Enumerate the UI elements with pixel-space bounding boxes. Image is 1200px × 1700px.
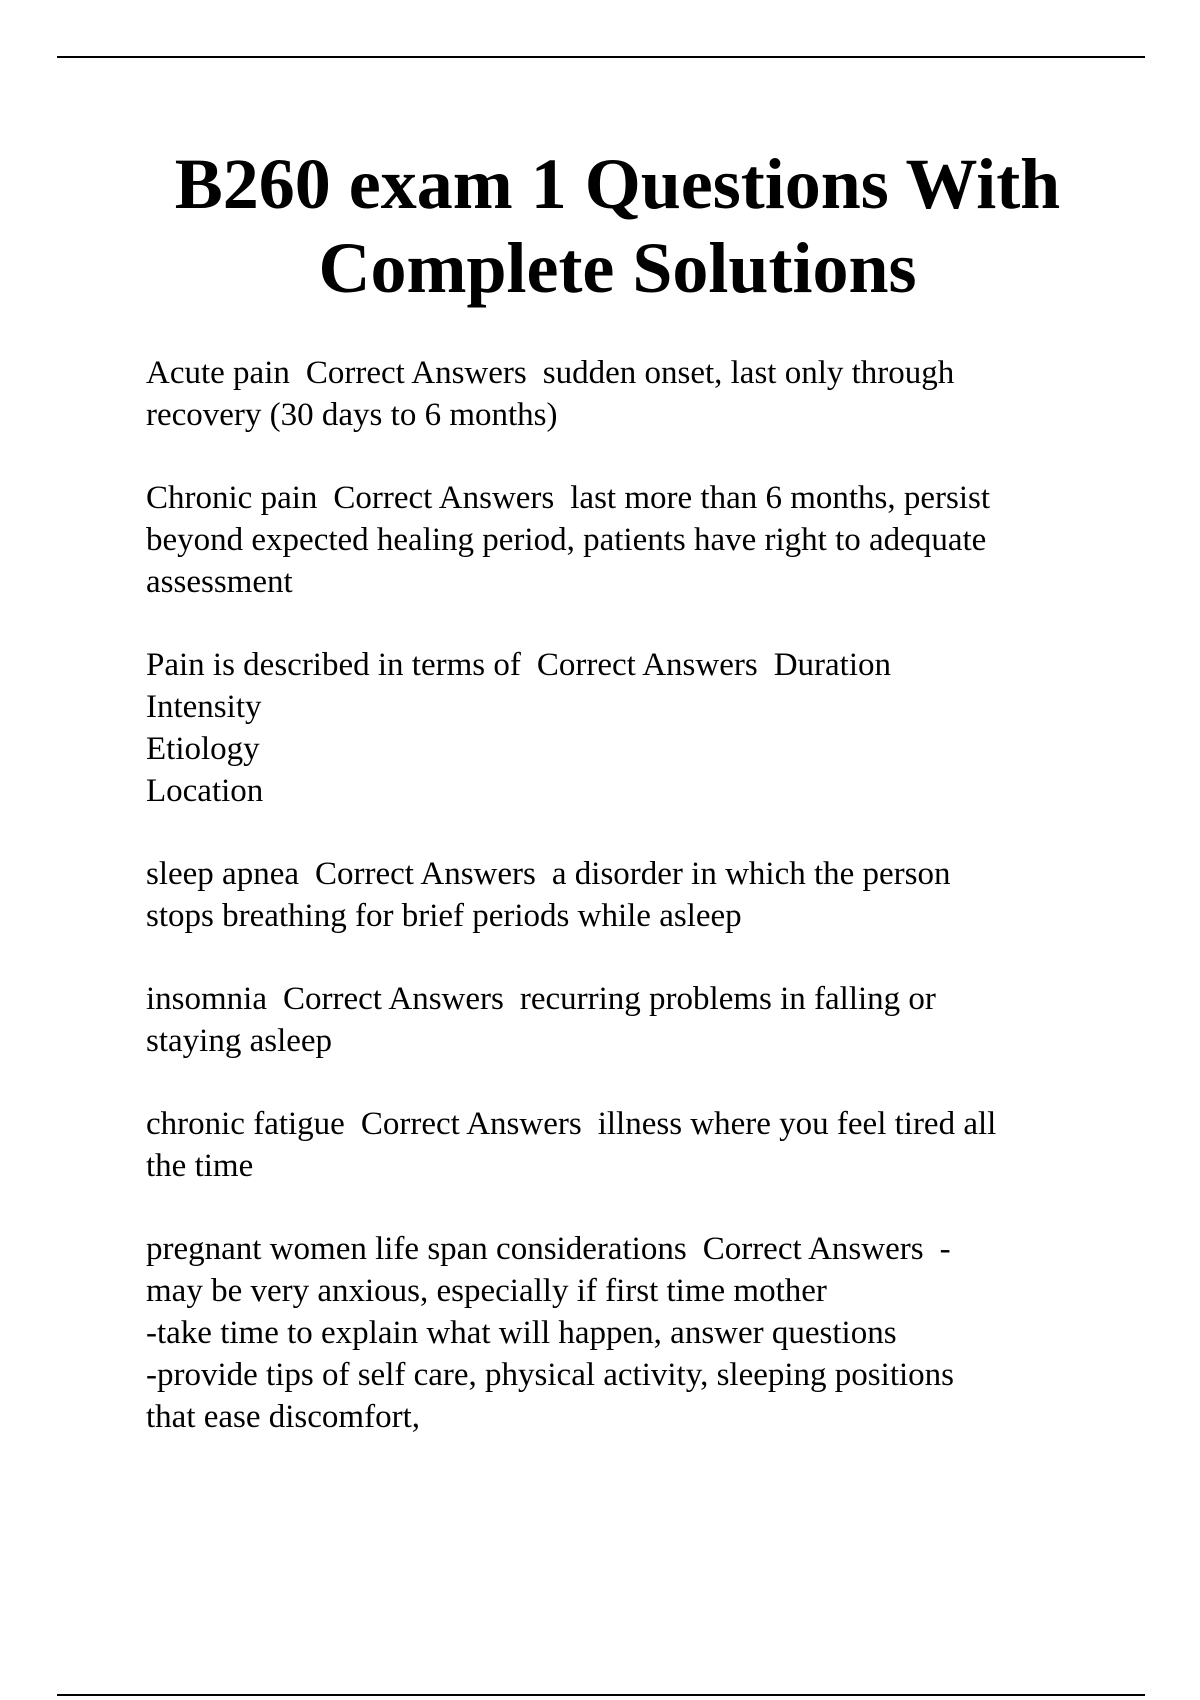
entry-line: Etiology [146, 731, 260, 767]
title-line: Complete Solutions [318, 228, 917, 308]
entry-line [146, 853, 1106, 895]
entry-line: -provide tips of self care, physical activity, sleeping positions [146, 1357, 955, 1393]
entry-line [146, 644, 1106, 686]
correct-answers-label: Correct Answers [536, 647, 758, 683]
entry-line: recovery (30 days to 6 months) [146, 397, 558, 433]
entry-line: that ease discomfort, [146, 1399, 420, 1435]
entry-line [146, 352, 1106, 394]
entry-line: staying asleep [146, 1023, 333, 1059]
entry-line: Intensity [146, 689, 262, 725]
correct-answers-label: Correct Answers [333, 480, 555, 516]
correct-answers-label: Correct Answers [360, 1106, 582, 1142]
correct-answers-label: Correct Answers [305, 355, 527, 391]
correct-answers-label: Correct Answers [283, 981, 504, 1017]
question-term: chronic fatigue [146, 1106, 345, 1142]
bottom-rule [57, 1694, 1145, 1696]
question-term: sleep apnea [146, 856, 299, 892]
question-term: Pain is described in terms of [146, 647, 521, 683]
qa-entry [146, 644, 1106, 812]
document-title [100, 142, 1135, 310]
correct-answers-label: Correct Answers [315, 856, 536, 892]
question-term: pregnant women life span considerations [146, 1231, 687, 1267]
qa-entry [146, 1228, 1106, 1438]
entry-line: the time [146, 1148, 254, 1184]
qa-entry [146, 477, 1106, 603]
answer-text: last more than 6 months, persist [570, 480, 991, 516]
qa-entry [146, 978, 1106, 1062]
title-line: B260 exam 1 Questions With [174, 144, 1061, 224]
question-term: insomnia [146, 981, 267, 1017]
entry-line: -take time to explain what will happen, answer questions [146, 1315, 897, 1351]
answer-text: a disorder in which the person [551, 856, 951, 892]
entry-line: Location [146, 773, 264, 809]
entry-line [146, 477, 1106, 519]
entry-line: assessment [146, 564, 293, 600]
top-rule [57, 56, 1145, 58]
correct-answers-label: Correct Answers [702, 1231, 924, 1267]
qa-entry [146, 352, 1106, 436]
entry-line: stops breathing for brief periods while asleep [146, 898, 742, 934]
entry-line: may be very anxious, especially if first time mother [146, 1273, 827, 1309]
qa-entry [146, 1103, 1106, 1187]
qa-list [146, 352, 1106, 1479]
entry-line [146, 978, 1106, 1020]
answer-text: recurring problems in falling or [519, 981, 936, 1017]
entry-line: beyond expected healing period, patients have right to adequate [146, 522, 987, 558]
entry-line [146, 1228, 1106, 1270]
answer-text: sudden onset, last only through [542, 355, 955, 391]
qa-entry [146, 853, 1106, 937]
question-term: Acute pain [146, 355, 290, 391]
answer-text: illness where you feel tired all [597, 1106, 997, 1142]
entry-line [146, 1103, 1106, 1145]
answer-text: - [939, 1231, 951, 1267]
question-term: Chronic pain [146, 480, 318, 516]
answer-text: Duration [773, 647, 892, 683]
